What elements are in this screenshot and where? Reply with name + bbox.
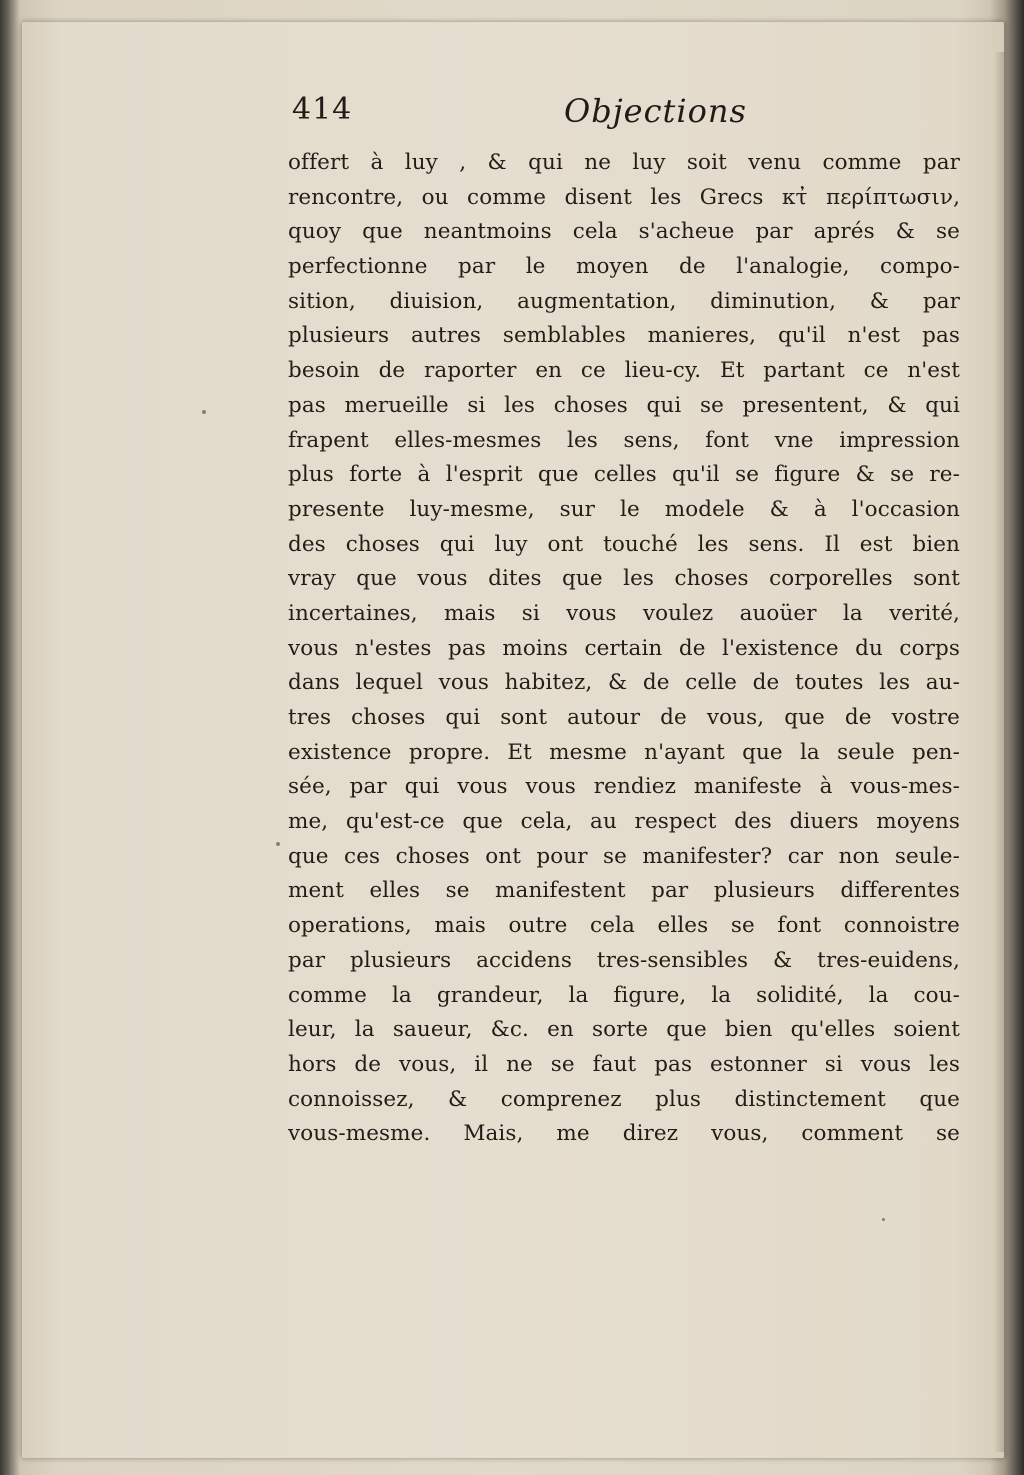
text-line: perfectionne par le moyen de l'analogie, compo- [288,254,960,280]
text-line: plus forte à l'esprit que celles qu'il se figure & se re- [288,462,960,488]
text-line: vous n'estes pas moins certain de l'existence du corps [288,635,960,661]
text-line: besoin de raporter en ce lieu-cy. Et partant ce n'est [288,358,960,384]
text-line: comme la grandeur, la figure, la solidité, la cou- [288,982,960,1008]
text-line: connoissez, & comprenez plus distinctement que [288,1086,960,1112]
page-header [292,92,972,138]
paper-speck [276,842,280,846]
text-line: vray que vous dites que les choses corporelles sont [288,566,960,592]
text-line: tres choses qui sont autour de vous, que de vostre [288,705,960,730]
paper-speck [202,410,206,414]
text-line: quoy que neantmoins cela s'acheue par aprés & se [288,219,960,245]
text-line: leur, la saueur, &c. en sorte que bien qu'elles soient [288,1017,960,1043]
text-line: hors de vous, il ne se faut pas estonner si vous les [288,1051,960,1077]
text-line: pas merueille si les choses qui se presentent, & qui [288,392,960,418]
text-line: rencontre, ou comme disent les Grecs κτ̓ περίπτωσιν, [288,184,960,210]
text-line: ment elles se manifestent par plusieurs differentes [288,878,960,904]
paper-speck [882,1218,885,1221]
text-line: vous-mesme. Mais, me direz vous, comment se [288,1121,960,1147]
text-line: dans lequel vous habitez, & de celle de toutes les au- [288,670,960,696]
text-line: presente luy-mesme, sur le modele & à l'occasion [288,496,960,522]
text-line: operations, mais outre cela elles se font connoistre [288,913,960,939]
text-line: frapent elles-mesmes les sens, font vne impression [288,427,960,453]
text-line: sition, diuision, augmentation, diminution, & par [288,288,960,314]
text-line: des choses qui luy ont touché les sens. Il est bien [288,531,960,557]
text-line: me, qu'est-ce que cela, au respect des diuers moyens [288,809,960,835]
body-text [288,146,960,1152]
page-number: 414 [292,92,353,127]
text-line: sée, par qui vous vous rendiez manifeste à vous-mes- [288,774,960,800]
text-line: incertaines, mais si vous voulez auoüer la verité, [288,600,960,626]
text-line: offert à luy , & qui ne luy soit venu comme par [288,150,960,175]
text-line: existence propre. Et mesme n'ayant que la seule pen- [288,739,960,765]
text-line: plusieurs autres semblables manieres, qu'il n'est pas [288,323,960,349]
text-line: que ces choses ont pour se manifester? car non seule- [288,843,960,869]
page-edge-shadow [994,52,1004,1452]
text-line: par plusieurs accidens tres-sensibles & tres-euidens, [288,947,960,973]
running-title: Objections [564,92,747,130]
